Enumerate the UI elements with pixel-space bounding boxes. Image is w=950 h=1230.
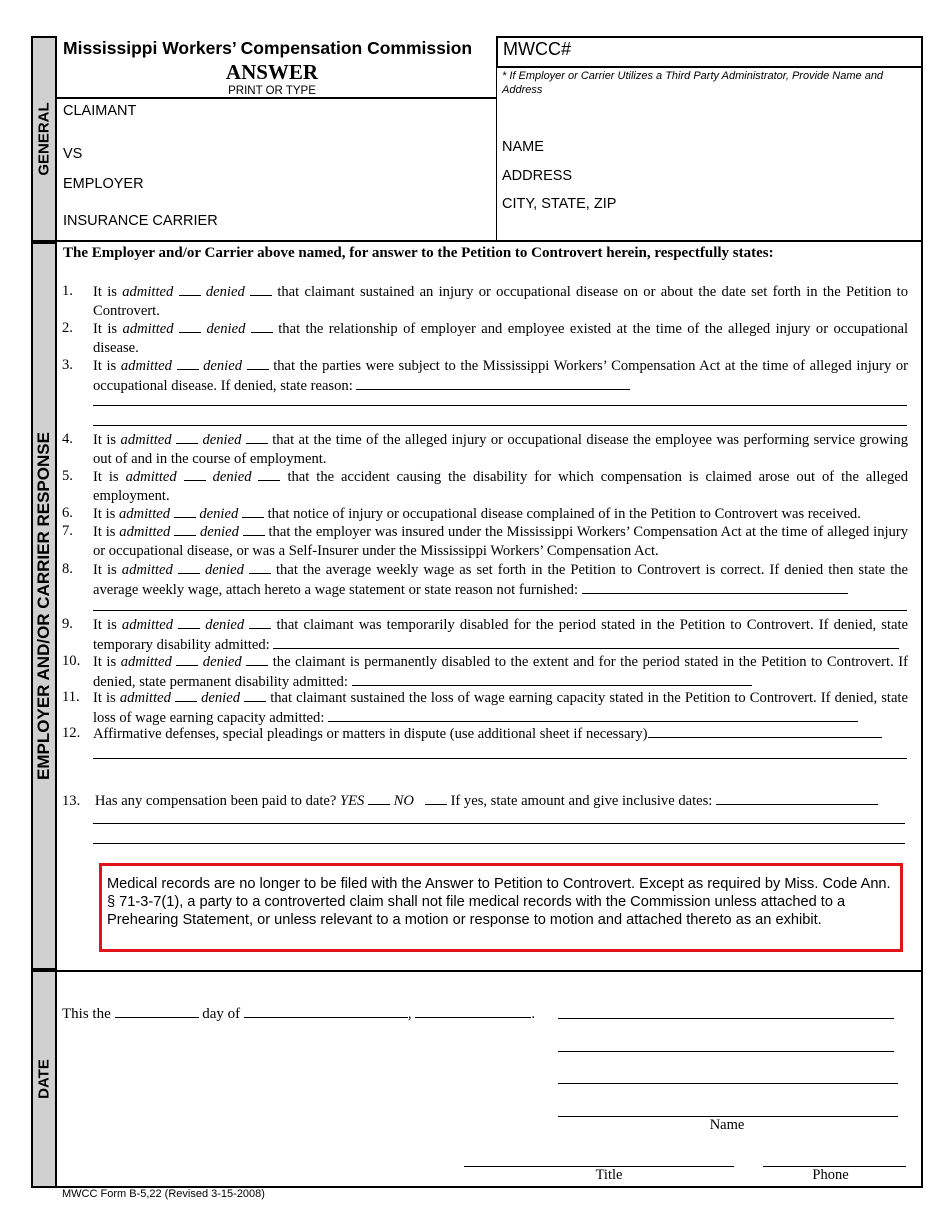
it-is-label: It is [93, 562, 117, 578]
no-label: NO [393, 793, 414, 809]
it-is-label: It is [93, 358, 117, 374]
phone-caption: Phone [812, 1167, 849, 1183]
admitted-label: admitted [122, 321, 174, 337]
period: . [531, 1006, 536, 1022]
comma: , [407, 1006, 412, 1022]
item-text: that claimant sustained an injury or occupational disease on or about the date set forth in the Petition to Controvert. [93, 284, 908, 319]
insurance-carrier-input[interactable] [235, 211, 489, 233]
item-text: that the employer was insured under the Mississippi Workers’ Compensation Act at the time of alleged injury or occupational disease, or was a Self-Insurer under the Mississippi Workers’ Compensation Act. [93, 524, 909, 559]
admitted-blank[interactable] [178, 615, 200, 629]
signature-line[interactable] [558, 1051, 894, 1052]
response-side-label: EMPLOYER AND/OR CARRIER RESPONSE [34, 432, 53, 780]
vs-label: VS [63, 146, 83, 162]
admitted-label: admitted [125, 469, 177, 485]
item-number: 13. [62, 793, 81, 809]
denied-label: denied [204, 562, 244, 578]
item12-extra-line [93, 758, 907, 759]
item13-extra-line [93, 823, 905, 824]
denied-label: denied [206, 321, 246, 337]
admitted-blank[interactable] [177, 356, 199, 370]
item-text: that notice of injury or occupational disease complained of in the Petition to Controvert was received. [267, 506, 861, 522]
it-is-label: It is [93, 690, 116, 706]
claimant-input[interactable] [160, 101, 484, 123]
signature-line[interactable] [558, 1083, 898, 1084]
item-number: 10. [62, 653, 81, 669]
denied-label: denied [202, 654, 242, 670]
it-is-label: It is [93, 284, 117, 300]
it-is-label: It is [93, 524, 116, 540]
form-footer: MWCC Form B-5,22 (Revised 3-15-2008) [62, 1188, 265, 1200]
item-text: Affirmative defenses, special pleadings or matters in dispute (use additional sheet if necessary) [93, 726, 648, 742]
denied-label: denied [205, 284, 245, 300]
item-number: 1. [62, 283, 73, 299]
item-text: the claimant is permanently disabled to the extent and for the period stated in the Petition to Controvert. If denied, state permanent disability admitted: [93, 654, 908, 690]
denied-blank[interactable] [250, 282, 272, 296]
admitted-blank[interactable] [176, 430, 198, 444]
header-divider [57, 97, 497, 99]
denied-blank[interactable] [258, 467, 280, 481]
admitted-label: admitted [120, 432, 172, 448]
admitted-label: admitted [122, 284, 174, 300]
no-blank[interactable] [425, 791, 447, 805]
denied-blank[interactable] [247, 356, 269, 370]
item-number: 3. [62, 357, 73, 373]
response-item [62, 688, 908, 727]
day-of-label: day of [202, 1006, 241, 1022]
general-side-label: GENERAL [35, 102, 53, 176]
response-side-tab [31, 242, 57, 970]
response-intro: The Employer and/or Carrier above named, for answer to the Petition to Controvert herein, respectfully states: [63, 245, 774, 261]
it-is-label: It is [93, 617, 117, 633]
print-note: PRINT OR TYPE [228, 85, 316, 97]
answer-line[interactable] [352, 672, 752, 686]
day-blank[interactable] [115, 1004, 199, 1018]
item-text: that claimant was temporarily disabled for the period stated in the Petition to Controvert. If denied, state temporary disability admitted: [93, 617, 909, 653]
denied-blank[interactable] [249, 615, 271, 629]
mwcc-label: MWCC# [503, 39, 571, 59]
month-blank[interactable] [244, 1004, 408, 1018]
item-number: 4. [62, 431, 73, 447]
response-item [62, 522, 908, 560]
answer-line[interactable] [273, 635, 899, 649]
response-item [62, 467, 908, 505]
item8-extra-line [93, 610, 907, 611]
item-number: 9. [62, 616, 73, 632]
item-number: 6. [62, 505, 73, 521]
employer-input[interactable] [160, 174, 484, 196]
item-text: that at the time of the alleged injury or occupational disease the employee was performing service growing out of and in the course of employment. [93, 432, 909, 467]
item3-extra-line [93, 425, 907, 426]
response-item [62, 615, 908, 654]
item-number: 8. [62, 561, 73, 577]
yes-label: YES [340, 793, 365, 809]
response-item [62, 504, 908, 524]
medical-records-notice [99, 863, 903, 952]
denied-blank[interactable] [246, 652, 268, 666]
it-is-label: It is [93, 469, 119, 485]
denied-blank[interactable] [249, 560, 271, 574]
admitted-blank[interactable] [174, 522, 196, 536]
item13-question: Has any compensation been paid to date? [94, 793, 337, 809]
admitted-label: admitted [120, 654, 172, 670]
tpa-city-input[interactable] [640, 194, 914, 216]
item3-extra-line [93, 405, 907, 406]
general-right-border [921, 66, 923, 242]
item-text: that the average weekly wage as set forth in the Petition to Controvert is correct. If denied then state the average weekly wage, attach hereto a wage statement or state reason not furnished: [93, 562, 909, 598]
admitted-label: admitted [119, 524, 171, 540]
response-item [62, 319, 908, 357]
admitted-blank[interactable] [179, 282, 201, 296]
denied-label: denied [212, 469, 252, 485]
item-text: that claimant sustained the loss of wage earning capacity stated in the Petition to Controvert. If denied, state loss of wage earning capacity admitted: [93, 690, 908, 726]
claimant-label: CLAIMANT [63, 103, 137, 119]
denied-label: denied [199, 524, 239, 540]
answer-line[interactable] [328, 708, 858, 722]
admitted-label: admitted [121, 562, 173, 578]
admitted-blank[interactable] [175, 688, 197, 702]
tpa-city-label: CITY, STATE, ZIP [502, 196, 617, 212]
admitted-label: admitted [118, 506, 171, 522]
denied-label: denied [201, 690, 241, 706]
item-text: that the parties were subject to the Mississippi Workers’ Compensation Act at the time of alleged injury or occupational disease. If denied, state reason: [93, 358, 908, 394]
denied-blank[interactable] [243, 522, 265, 536]
item13-followup: If yes, state amount and give inclusive dates: [450, 793, 713, 809]
admitted-label: admitted [120, 358, 172, 374]
notice-text: Medical records are no longer to be filed with the Answer to Petition to Controvert. Except as required by Miss. Code Ann. § 71-3-7(1), a party to a controverted claim shall not file medical records with the Commission unless attached to a Prehearing Statement, or unless relevant to a motion or response to motion and attached thereto as an exhibit. [107, 876, 891, 928]
general-column-divider [496, 66, 497, 242]
response-item [62, 356, 908, 395]
tpa-address-label: ADDRESS [502, 168, 573, 184]
name-caption: Name [709, 1117, 745, 1133]
denied-blank[interactable] [251, 319, 273, 333]
tpa-name-input[interactable] [560, 137, 914, 159]
denied-blank[interactable] [246, 430, 268, 444]
admitted-blank[interactable] [176, 652, 198, 666]
employer-label: EMPLOYER [63, 176, 144, 192]
general-side-tab [31, 36, 57, 242]
it-is-label: It is [93, 506, 116, 522]
it-is-label: It is [93, 321, 118, 337]
yes-blank[interactable] [368, 791, 390, 805]
commission-title: Mississippi Workers’ Compensation Commission [63, 38, 473, 58]
item13-amount-line[interactable] [716, 791, 878, 805]
date-box [55, 970, 923, 1188]
item-12 [62, 724, 908, 744]
admitted-label: admitted [119, 690, 171, 706]
denied-blank[interactable] [244, 688, 266, 702]
this-the-label: This the [62, 1006, 111, 1022]
admitted-blank[interactable] [178, 560, 200, 574]
admitted-blank[interactable] [184, 467, 206, 481]
response-item [62, 652, 908, 691]
item-text: that the accident causing the disability for which compensation is claimed arose out of the alleged employment. [93, 469, 909, 504]
response-item [62, 560, 908, 599]
signature-line[interactable] [558, 1018, 894, 1019]
tpa-name-label: NAME [502, 139, 544, 155]
it-is-label: It is [93, 432, 117, 448]
denied-label: denied [199, 506, 239, 522]
admitted-blank[interactable] [174, 504, 196, 518]
denied-label: denied [202, 432, 242, 448]
response-item [62, 282, 908, 320]
item-13 [62, 791, 922, 810]
tpa-note: * If Employer or Carrier Utilizes a Third Party Administrator, Provide Name and Address [502, 70, 884, 96]
response-item [62, 430, 908, 468]
item13-extra-line [93, 843, 905, 844]
form-title: ANSWER [225, 60, 319, 84]
insurance-carrier-label: INSURANCE CARRIER [63, 213, 218, 229]
denied-label: denied [205, 617, 245, 633]
date-side-label: DATE [35, 1059, 53, 1099]
date-line [62, 1004, 535, 1023]
item-number: 12. [62, 725, 81, 741]
year-blank[interactable] [415, 1004, 531, 1018]
admitted-blank[interactable] [179, 319, 201, 333]
mwcc-number-input[interactable] [570, 41, 914, 63]
tpa-address-input[interactable] [585, 166, 914, 188]
item-text: that the relationship of employer and employee existed at the time of the alleged injury or occupational disease. [93, 321, 909, 356]
item12-answer-line[interactable] [648, 724, 882, 738]
item-number: 5. [62, 468, 73, 484]
item-number: 2. [62, 320, 73, 336]
item-number: 7. [62, 523, 73, 539]
answer-line[interactable] [582, 580, 848, 594]
answer-line[interactable] [356, 376, 630, 390]
date-side-tab [31, 970, 57, 1188]
denied-label: denied [203, 358, 243, 374]
title-caption: Title [595, 1167, 623, 1183]
admitted-label: admitted [121, 617, 173, 633]
it-is-label: It is [93, 654, 117, 670]
denied-blank[interactable] [242, 504, 264, 518]
item-number: 11. [62, 689, 80, 705]
